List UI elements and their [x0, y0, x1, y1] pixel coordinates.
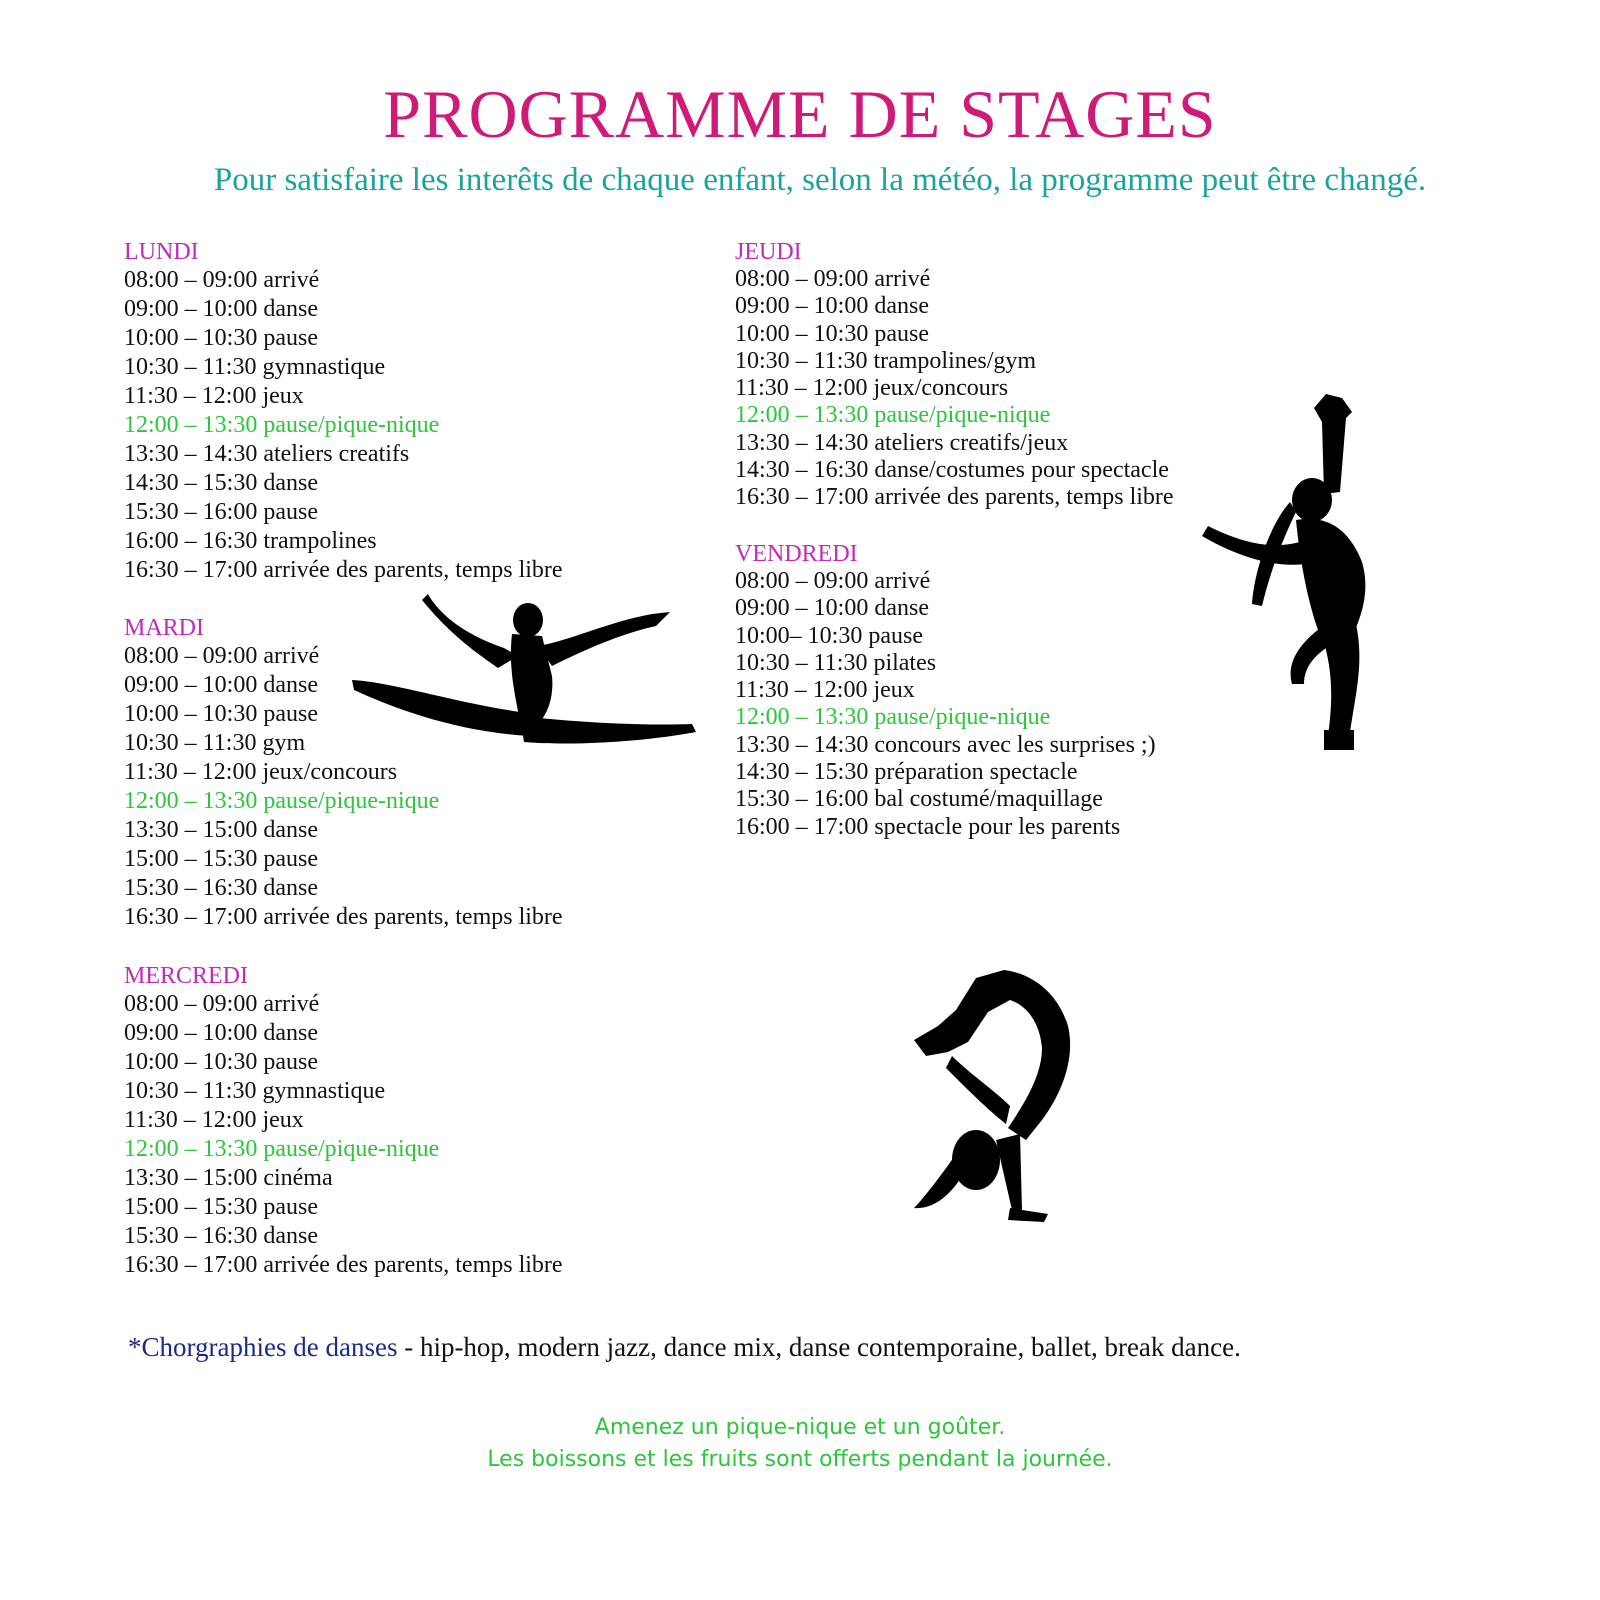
schedule-slot: 16:00 – 17:00 spectacle pour les parents [735, 813, 1121, 840]
schedule-slot: 15:30 – 16:30 danse [124, 875, 318, 901]
schedule-slot: 10:00 – 10:30 pause [124, 701, 318, 727]
day-block-lundi [124, 238, 563, 585]
schedule-slot: 15:30 – 16:30 danse [124, 1223, 318, 1249]
footnote-text: - hip-hop, modern jazz, dance mix, danse contemporaine, ballet, break dance. [404, 1332, 1241, 1362]
schedule-slot: 15:00 – 15:30 pause [124, 1194, 318, 1220]
day-block-jeudi [735, 238, 1174, 512]
dance-choreographies-note [128, 1331, 1241, 1363]
schedule-slot: 08:00 – 09:00 arrivé [124, 991, 320, 1017]
schedule-slot: 11:30 – 12:00 jeux [124, 383, 304, 409]
schedule-slot: 08:00 – 09:00 arrivé [735, 568, 931, 594]
schedule-slot-lunch: 12:00 – 13:30 pause/pique-nique [735, 402, 1051, 429]
day-name: MERCREDI [124, 963, 249, 989]
schedule-slot: 10:30 – 11:30 gymnastique [124, 1078, 386, 1104]
schedule-slot: 15:30 – 16:00 bal costumé/maquillage [735, 786, 1103, 813]
schedule-slot: 10:00 – 10:30 pause [124, 325, 318, 351]
closing-note [0, 1412, 1600, 1476]
closing-line-1: Amenez un pique-nique et un goûter. [594, 1415, 1006, 1440]
schedule-slot: 16:30 – 17:00 arrivée des parents, temps libre [735, 484, 1174, 511]
schedule-slot: 09:00 – 10:00 danse [124, 672, 318, 698]
schedule-slot: 13:30 – 14:30 ateliers creatifs [124, 441, 410, 467]
schedule-slot-lunch: 12:00 – 13:30 pause/pique-nique [124, 412, 440, 438]
schedule-slot: 13:30 – 14:30 concours avec les surprises ;) [735, 731, 1156, 758]
split-leap-dancer-icon [352, 586, 714, 762]
schedule-slot: 10:00 – 10:30 pause [735, 320, 929, 347]
schedule-slot: 16:30 – 17:00 arrivée des parents, temps libre [124, 1252, 563, 1278]
schedule-slot: 10:30 – 11:30 trampolines/gym [735, 347, 1037, 374]
schedule-slot: 15:00 – 15:30 pause [124, 846, 318, 872]
schedule-slot: 14:30 – 15:30 danse [124, 470, 318, 496]
schedule-slot: 10:00 – 10:30 pause [124, 1049, 318, 1075]
schedule-slot: 11:30 – 12:00 jeux/concours [124, 759, 398, 785]
closing-line-2: Les boissons et les fruits sont offerts pendant la journée. [487, 1447, 1113, 1472]
schedule-slot: 16:30 – 17:00 arrivée des parents, temps libre [124, 557, 563, 583]
schedule-slot: 09:00 – 10:00 danse [735, 595, 929, 622]
schedule-slot: 10:00– 10:30 pause [735, 622, 923, 649]
schedule-slot: 11:30 – 12:00 jeux [735, 677, 915, 704]
hip-hop-dancer-icon [1200, 392, 1400, 752]
page-title: PROGRAMME DE STAGES [383, 76, 1217, 152]
schedule-slot: 10:30 – 11:30 gym [124, 730, 306, 756]
footnote-label: *Chorgraphies de danses [128, 1332, 398, 1362]
day-block-vendredi [735, 540, 1156, 841]
schedule-slot: 13:30 – 15:00 danse [124, 817, 318, 843]
schedule-slot: 08:00 – 09:00 arrivé [124, 643, 320, 669]
schedule-slot: 16:00 – 16:30 trampolines [124, 528, 377, 554]
breakdance-freeze-dancer-icon [908, 964, 1088, 1254]
schedule-slot: 14:30 – 15:30 préparation spectacle [735, 759, 1078, 786]
schedule-slot-lunch: 12:00 – 13:30 pause/pique-nique [124, 788, 440, 814]
schedule-slot: 09:00 – 10:00 danse [735, 293, 929, 320]
schedule-slot: 11:30 – 12:00 jeux/concours [735, 375, 1009, 402]
page-subtitle: Pour satisfaire les interêts de chaque enfant, selon la météo, la programme peut être changé. [213, 162, 1427, 198]
schedule-slot: 13:30 – 14:30 ateliers creatifs/jeux [735, 429, 1069, 456]
schedule-slot-lunch: 12:00 – 13:30 pause/pique-nique [735, 704, 1051, 731]
day-name: LUNDI [124, 239, 199, 265]
schedule-slot: 10:30 – 11:30 gymnastique [124, 354, 386, 380]
schedule-slot: 09:00 – 10:00 danse [124, 1020, 318, 1046]
schedule-slot-lunch: 12:00 – 13:30 pause/pique-nique [124, 1136, 440, 1162]
schedule-slot: 08:00 – 09:00 arrivé [124, 267, 320, 293]
schedule-slot: 14:30 – 16:30 danse/costumes pour spectacle [735, 457, 1169, 484]
day-name: MARDI [124, 615, 205, 641]
schedule-slot: 08:00 – 09:00 arrivé [735, 266, 931, 292]
schedule-slot: 09:00 – 10:00 danse [124, 296, 318, 322]
day-block-mercredi [124, 962, 563, 1280]
schedule-slot: 13:30 – 15:00 cinéma [124, 1165, 333, 1191]
day-name: VENDREDI [735, 541, 858, 567]
schedule-slot: 11:30 – 12:00 jeux [124, 1107, 304, 1133]
schedule-slot: 16:30 – 17:00 arrivée des parents, temps libre [124, 904, 563, 930]
day-name: JEUDI [735, 239, 802, 265]
schedule-slot: 15:30 – 16:00 pause [124, 499, 318, 525]
schedule-slot: 10:30 – 11:30 pilates [735, 649, 937, 676]
